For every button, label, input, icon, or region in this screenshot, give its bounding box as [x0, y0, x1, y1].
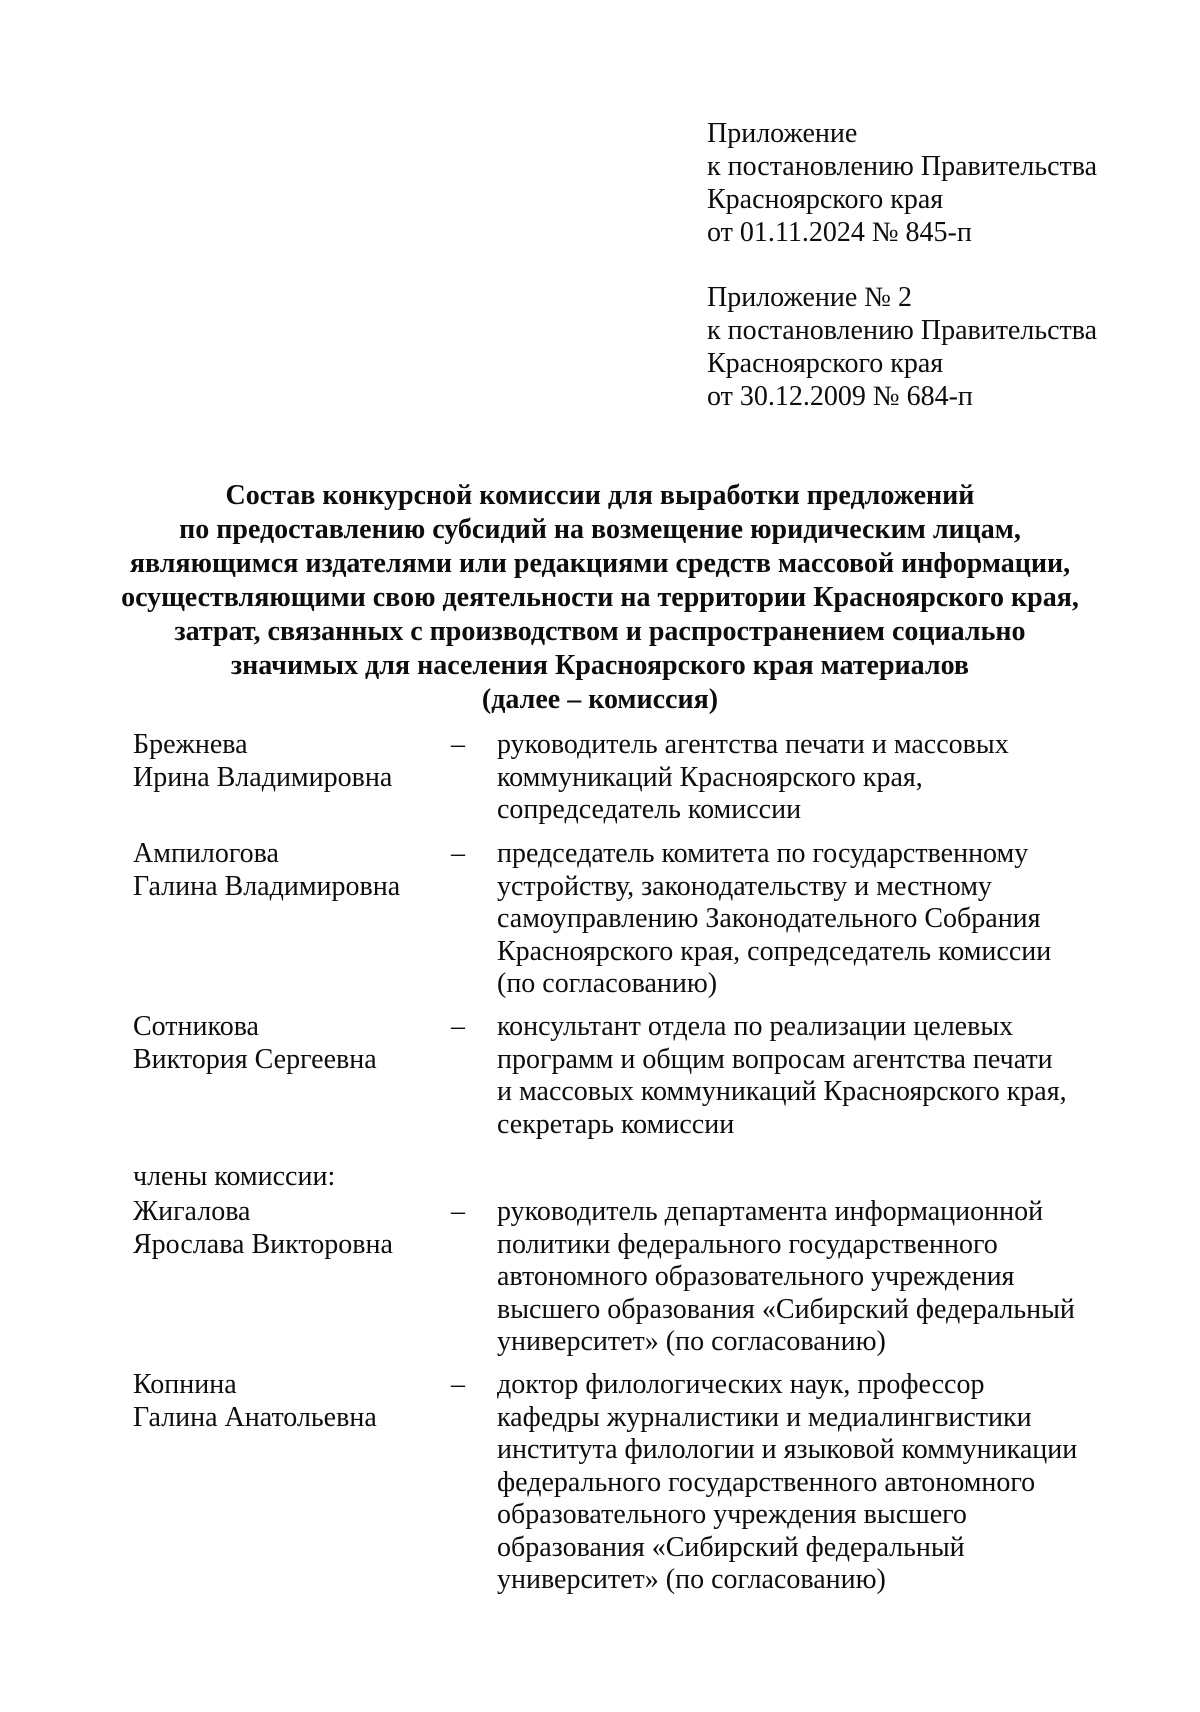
role-line: доктор филологических наук, профессор [497, 1369, 985, 1400]
title-line: являющимся издателями или редакциями средств массовой информации, [129, 548, 1071, 579]
approval-line: Приложение [707, 118, 858, 149]
member-given-name: Галина Владимировна [133, 870, 401, 902]
approval-stamp-current [707, 117, 1097, 249]
approval-line: Красноярского края [707, 184, 944, 215]
role-line: руководитель департамента информационной [497, 1196, 1044, 1227]
role-line: университет» (по согласованию) [497, 1326, 886, 1357]
title-line: осуществляющими свою деятельности на территории Красноярского края, [121, 582, 1079, 613]
role-line: образовательного учреждения высшего [497, 1499, 967, 1530]
member-surname: Ампилогова [133, 838, 279, 869]
dash-separator: – [451, 1369, 465, 1400]
dash-separator: – [451, 1011, 465, 1042]
member-name [133, 838, 433, 903]
role-line: программ и общим вопросам агентства печати [497, 1043, 1053, 1075]
approval-line: от 01.11.2024 № 845-п [707, 217, 972, 248]
role-line: университет» (по согласованию) [497, 1564, 886, 1595]
title-line: значимых для населения Красноярского края материалов [230, 650, 970, 681]
member-surname: Копнина [133, 1369, 237, 1400]
title-line: Состав конкурсной комиссии для выработки предложений [225, 480, 975, 511]
dash-separator: – [451, 729, 465, 760]
members-section-label: члены комиссии: [133, 1161, 336, 1192]
role-line: председатель комитета по государственному [497, 838, 1029, 869]
member-surname: Брежнева [133, 729, 248, 760]
member-given-name: Галина Анатольевна [133, 1401, 377, 1433]
approval-line: Приложение № 2 [707, 282, 912, 313]
role-line: образования «Сибирский федеральный [497, 1531, 965, 1563]
role-line: кафедры журналистики и медиалингвистики [497, 1401, 1032, 1433]
approval-line: Красноярского края [707, 348, 944, 379]
title-line: (далее – комиссия) [481, 684, 719, 715]
member-name [133, 1369, 433, 1434]
role-line: политики федерального государственного [497, 1228, 998, 1260]
member-name [133, 1196, 433, 1261]
approval-line: к постановлению Правительства [707, 151, 1098, 182]
approval-line: от 30.12.2009 № 684-п [707, 381, 973, 412]
role-line: консультант отдела по реализации целевых [497, 1011, 1014, 1042]
member-role [497, 1369, 1157, 1597]
role-line: института филологии и языковой коммуникации [497, 1434, 1078, 1465]
title-line: по предоставлению субсидий на возмещение юридическим лицам, [179, 514, 1021, 545]
dash-separator: – [451, 838, 465, 869]
member-given-name: Ирина Владимировна [133, 761, 393, 793]
approval-stamp-original [707, 281, 1097, 413]
member-name [133, 1011, 433, 1076]
role-line: сопредседатель комиссии [497, 794, 802, 825]
role-line: автономного образовательного учреждения [497, 1261, 1015, 1292]
member-surname: Жигалова [133, 1196, 251, 1227]
member-role [497, 1196, 1157, 1359]
role-line: высшего образования «Сибирский федеральный [497, 1293, 1075, 1325]
role-line: федерального государственного автономного [497, 1466, 1036, 1498]
role-line: коммуникаций Красноярского края, [497, 761, 923, 793]
role-line: руководитель агентства печати и массовых [497, 729, 1009, 760]
document-title [60, 479, 1140, 717]
dash-separator: – [451, 1196, 465, 1227]
approval-line: к постановлению Правительства [707, 315, 1098, 346]
member-role [497, 1011, 1157, 1141]
member-given-name: Ярослава Викторовна [133, 1228, 393, 1260]
role-line: самоуправлению Законодательного Собрания [497, 903, 1041, 934]
role-line: секретарь комиссии [497, 1108, 735, 1140]
member-name [133, 729, 433, 794]
role-line: и массовых коммуникаций Красноярского края, [497, 1076, 1067, 1107]
member-surname: Сотникова [133, 1011, 259, 1042]
member-given-name: Виктория Сергеевна [133, 1043, 377, 1075]
member-role [497, 838, 1157, 1001]
title-line: затрат, связанных с производством и распространением социально [174, 616, 1026, 647]
role-line: (по согласованию) [497, 968, 718, 999]
role-line: устройству, законодательству и местному [497, 870, 992, 902]
member-role [497, 729, 1157, 827]
role-line: Красноярского края, сопредседатель комиссии [497, 935, 1052, 967]
